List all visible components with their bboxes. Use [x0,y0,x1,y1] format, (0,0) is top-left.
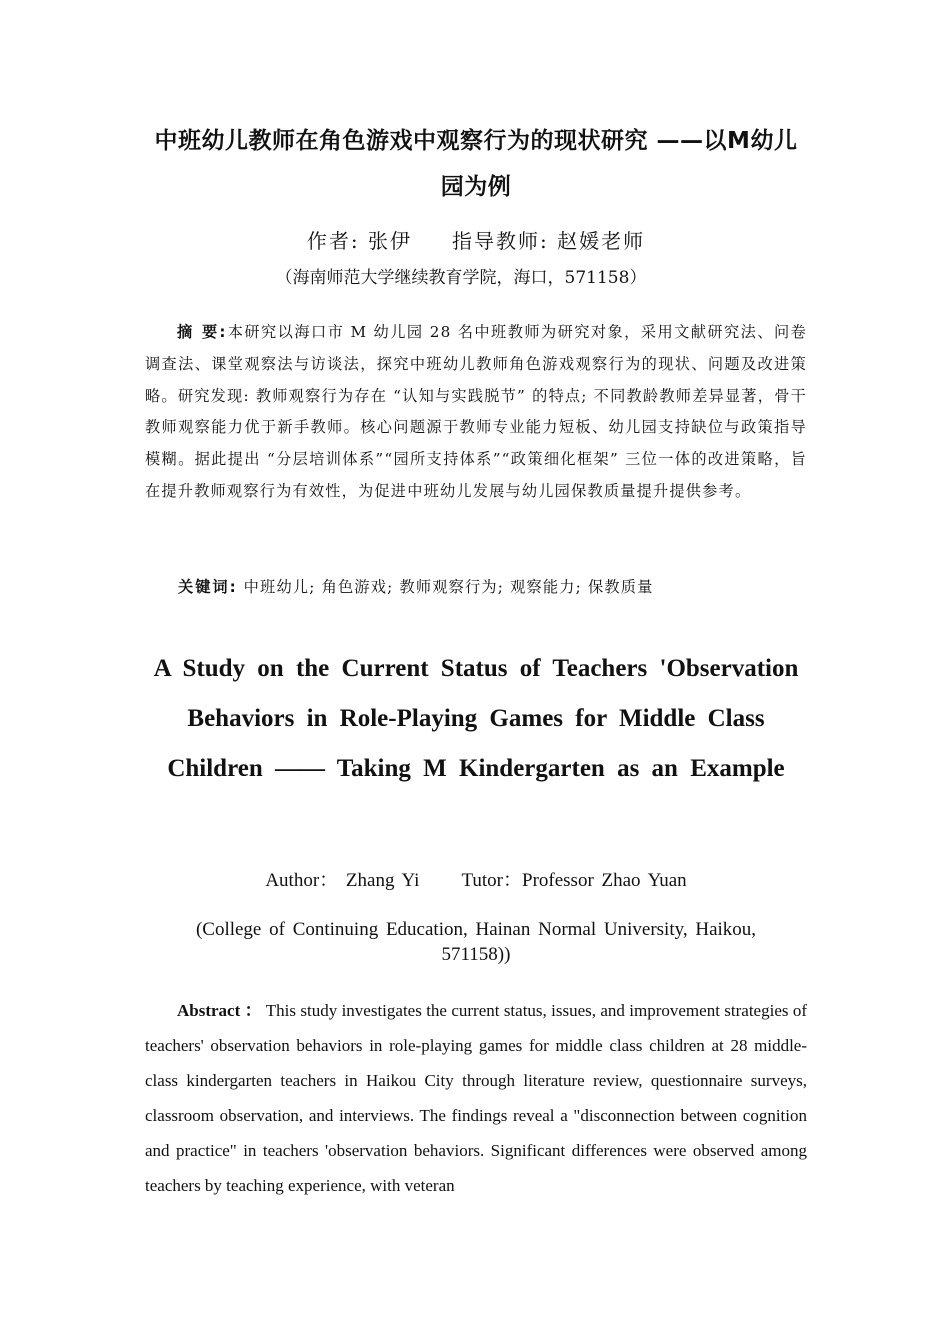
english-abstract-label: Abstract ： [177,1001,262,1020]
chinese-abstract-text: 本研究以海口市 M 幼儿园 28 名中班教师为研究对象，采用文献研究法、问卷调查法、课堂观察法与访谈法，探究中班幼儿教师角色游戏观察行为的现状、问题及改进策略。研究发现: 教师观察行为存在 “认知与实践脱节” 的特点; 不同教龄教师差异显著，骨干教师观察能力优于新手教师。核心问题源于教师专业能力短板、幼儿园支持缺位与政策指导模糊。据此提出 “分层培训体系”“园所支持体系”“政策细化框架” 三位一体的改进策略，旨在提升教师观察行为有效性，为促进中班幼儿发展与幼儿园保教质量提升提供参考。 [145,323,807,500]
chinese-keywords-label: 关键词: [178,578,238,596]
chinese-title: 中班幼儿教师在角色游戏中观察行为的现状研究 ——以M幼儿园为例 [154,128,798,200]
english-affiliation: (College of Continuing Education, Hainan Normal University, Haikou, 571158)) [195,919,757,965]
chinese-abstract [145,317,807,508]
chinese-affiliation: （海南师范大学继续教育学院，海口，571158） [275,268,647,288]
english-abstract [145,993,807,1203]
chinese-tutor: 指导教师: 赵媛老师 [452,229,646,253]
english-abstract-text: This study investigates the current status, issues, and improvement strategies of teachers' observation behaviors in role-playing games for middle class children at 28 middle-class kindergarten teachers in Haikou City through literature review, questionnaire surveys, classroom observation, and interviews. The findings reveal a "disconnection between cognition and practice" in teachers 'observation behaviors. Significant differences were observed among teachers by teaching experience, with veteran [145,1001,807,1195]
english-tutor: Tutor：Professor Zhao Yuan [461,870,687,891]
chinese-abstract-label: 摘 要: [177,323,228,341]
chinese-author-line [145,226,807,256]
chinese-keywords [178,572,807,602]
english-author: Author： Zhang Yi [265,870,420,891]
english-author-line [145,866,807,896]
chinese-author: 作者: 张伊 [306,229,412,253]
chinese-keywords-text: 中班幼儿; 角色游戏; 教师观察行为; 观察能力; 保教质量 [243,578,654,596]
english-title: A Study on the Current Status of Teachers 'Observation Behaviors in Role-Playing Games for Middle Class Children —— Taking M Kindergarten as an Example [153,655,799,782]
